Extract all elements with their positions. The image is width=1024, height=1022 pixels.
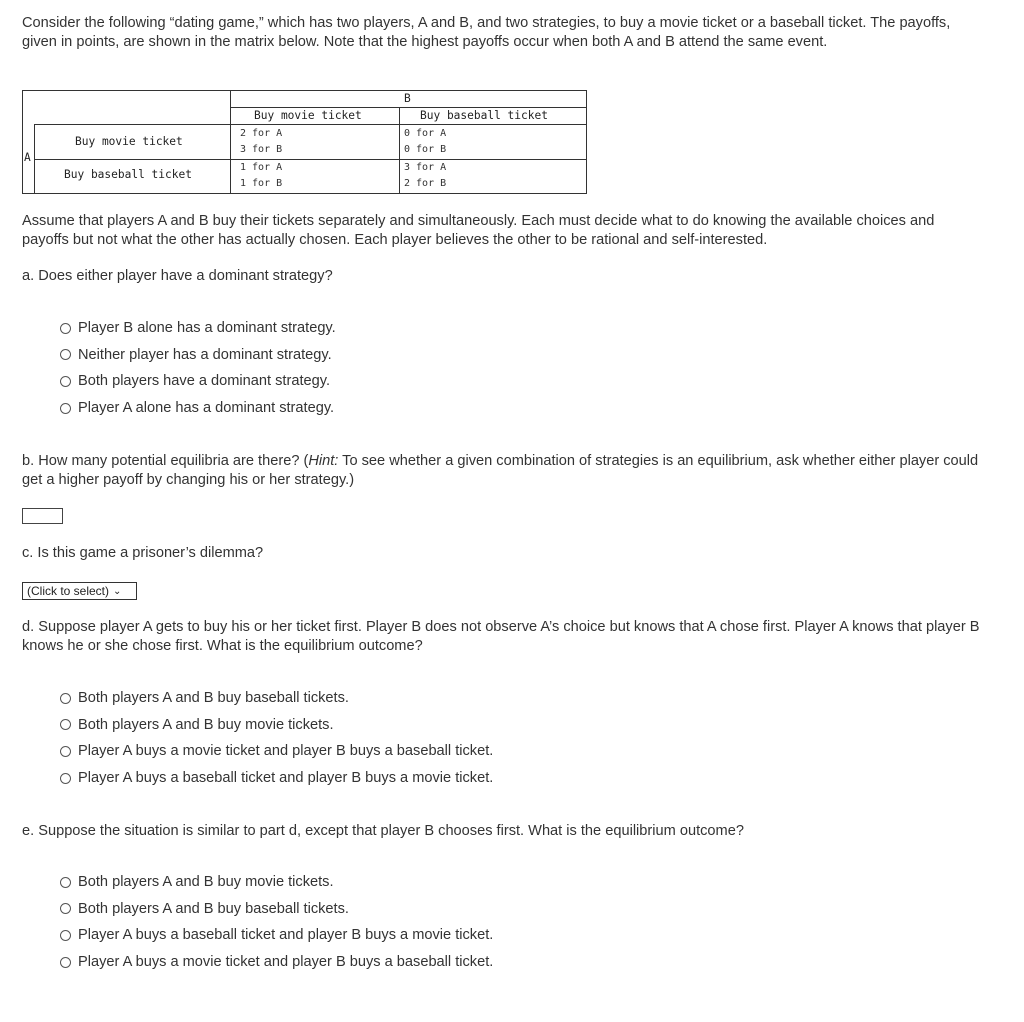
payoff-cell-a: 2 for A (240, 128, 283, 139)
question-e-prompt: e. Suppose the situation is similar to part d, except that player B chooses first. What is the equilibrium outcome? (22, 823, 744, 839)
radio-button-icon[interactable] (60, 323, 71, 334)
question-b-suffix: To see whether a given combination of strategies is an equilibrium, ask whether either player could get a higher payoff by changing his or her strategy.) (22, 453, 979, 488)
radio-button-icon[interactable] (60, 957, 71, 968)
payoff-cell-b: 1 for B (240, 178, 283, 189)
option-label: Player A buys a baseball ticket and player B buys a movie ticket. (78, 770, 494, 787)
radio-button-icon[interactable] (60, 693, 71, 704)
intro-paragraph: Consider the following “dating game,” which has two players, A and B, and two strategies, to buy a movie ticket or a baseball ticket. The payoffs, given in points, are shown in the matrix below. Note that the highest payoffs occur when both A and B attend the same event. (22, 15, 951, 50)
question-b-prompt (22, 452, 982, 490)
payoff-matrix (22, 90, 587, 194)
question-d-option[interactable] (60, 685, 493, 712)
question-a-option[interactable] (60, 315, 336, 342)
radio-button-icon[interactable] (60, 930, 71, 941)
row-header-baseball: Buy baseball ticket (64, 168, 192, 181)
option-label: Both players A and B buy baseball tickets. (78, 690, 349, 707)
question-e-option[interactable] (60, 949, 493, 976)
option-label: Player A alone has a dominant strategy. (78, 400, 335, 417)
radio-button-icon[interactable] (60, 773, 71, 784)
question-d-option[interactable] (60, 765, 493, 792)
radio-button-icon[interactable] (60, 349, 71, 360)
row-player-label: A (24, 151, 31, 164)
question-e-options (60, 869, 493, 975)
option-label: Both players A and B buy movie tickets. (78, 874, 334, 891)
payoff-cell-a: 3 for A (404, 162, 447, 173)
select-value: (Click to select) (27, 584, 110, 598)
option-label: Both players have a dominant strategy. (78, 373, 331, 390)
column-player-label: B (404, 92, 411, 105)
question-d-options (60, 685, 493, 791)
row-header-movie: Buy movie ticket (75, 135, 183, 148)
payoff-cell-b: 3 for B (240, 144, 283, 155)
question-a-options (60, 315, 336, 421)
question-d-option[interactable] (60, 712, 493, 739)
question-c-prompt: c. Is this game a prisoner’s dilemma? (22, 545, 264, 561)
option-label: Both players A and B buy movie tickets. (78, 716, 334, 733)
hint-label: Hint: (308, 453, 339, 469)
payoff-cell-a: 0 for A (404, 128, 447, 139)
question-e-option[interactable] (60, 922, 493, 949)
question-a-prompt: a. Does either player have a dominant strategy? (22, 268, 333, 284)
column-header-movie: Buy movie ticket (254, 109, 362, 122)
option-label: Neither player has a dominant strategy. (78, 346, 332, 363)
option-label: Player A buys a baseball ticket and player B buys a movie ticket. (78, 927, 494, 944)
radio-button-icon[interactable] (60, 903, 71, 914)
question-e-option[interactable] (60, 896, 493, 923)
column-header-baseball: Buy baseball ticket (420, 109, 548, 122)
payoff-cell-b: 2 for B (404, 178, 447, 189)
payoff-cell-a: 1 for A (240, 162, 283, 173)
chevron-down-icon: ⌄ (113, 585, 122, 597)
assumption-paragraph: Assume that players A and B buy their tickets separately and simultaneously. Each must decide what to do knowing the available choices and payoffs but not what the other has actually chosen. Each player believes the other to be rational and self-interested. (22, 213, 935, 248)
radio-button-icon[interactable] (60, 719, 71, 730)
question-a-option[interactable] (60, 395, 336, 422)
prisoners-dilemma-select[interactable] (22, 582, 137, 600)
option-label: Player A buys a movie ticket and player B buys a baseball ticket. (78, 954, 494, 971)
question-a-option[interactable] (60, 368, 336, 395)
question-a-option[interactable] (60, 342, 336, 369)
payoff-cell-b: 0 for B (404, 144, 447, 155)
radio-button-icon[interactable] (60, 403, 71, 414)
question-e-option[interactable] (60, 869, 493, 896)
option-label: Both players A and B buy baseball tickets. (78, 900, 349, 917)
equilibria-count-input[interactable] (22, 508, 63, 524)
question-d-option[interactable] (60, 738, 493, 765)
radio-button-icon[interactable] (60, 877, 71, 888)
question-d-prompt: d. Suppose player A gets to buy his or her ticket first. Player B does not observe A’s choice but knows that A chose first. Player A knows that player B knows he or she chose first. What is the equilibrium outcome? (22, 619, 980, 654)
radio-button-icon[interactable] (60, 746, 71, 757)
radio-button-icon[interactable] (60, 376, 71, 387)
option-label: Player B alone has a dominant strategy. (78, 320, 336, 337)
question-b-prefix: b. How many potential equilibria are there? ( (22, 453, 309, 469)
option-label: Player A buys a movie ticket and player B buys a baseball ticket. (78, 743, 494, 760)
